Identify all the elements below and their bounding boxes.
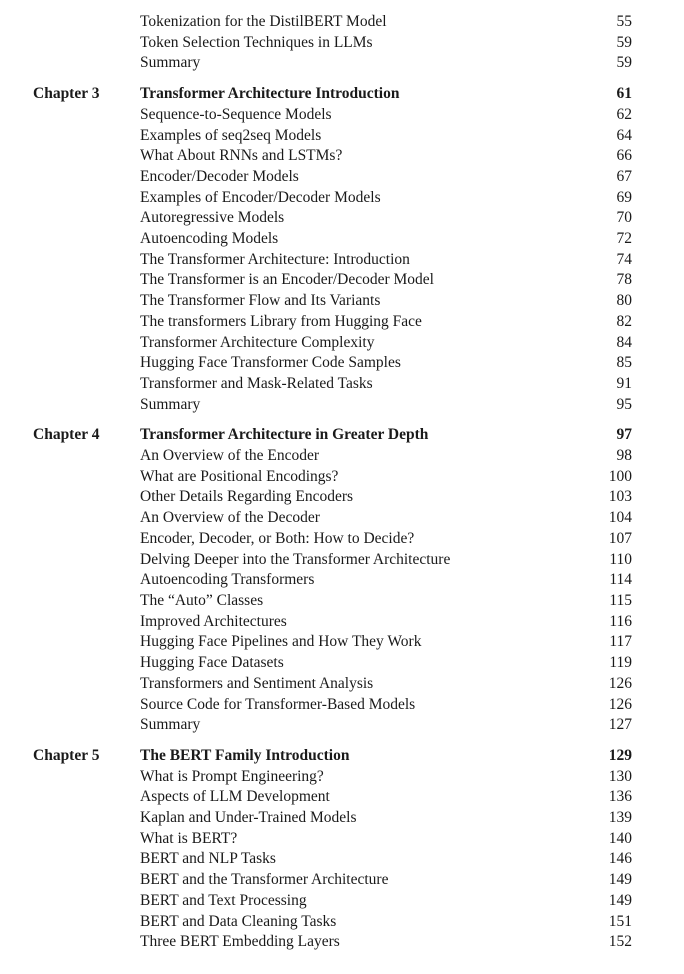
toc-section xyxy=(33,12,632,74)
chapter-label: Chapter 3 xyxy=(33,85,100,103)
entry-title: Token Selection Techniques in LLMs xyxy=(140,33,373,51)
page-number: 136 xyxy=(608,788,632,806)
toc-entry-row xyxy=(33,53,632,74)
page-number: 78 xyxy=(616,271,632,289)
entry-title: Three BERT Embedding Layers xyxy=(140,933,340,951)
page-number: 91 xyxy=(616,374,632,392)
toc-entry-row xyxy=(33,912,632,933)
page-number: 64 xyxy=(616,126,632,144)
toc-entry-row xyxy=(33,715,632,736)
page-number: 126 xyxy=(608,695,632,713)
entry-title: Autoregressive Models xyxy=(140,209,285,227)
toc-entry-row xyxy=(33,508,632,529)
toc-entry-row xyxy=(33,787,632,808)
page-number: 107 xyxy=(608,529,632,547)
page-number: 151 xyxy=(608,912,632,930)
page-number: 139 xyxy=(608,809,632,827)
page-number: 130 xyxy=(608,767,632,785)
entry-title: Transformers and Sentiment Analysis xyxy=(140,674,374,692)
toc-entry-row xyxy=(33,250,632,271)
entry-title: Delving Deeper into the Transformer Architecture xyxy=(140,550,451,568)
chapter-heading-row xyxy=(33,746,632,767)
page-number: 80 xyxy=(616,292,632,310)
entry-title: What About RNNs and LSTMs? xyxy=(140,147,343,165)
toc-entry-row xyxy=(33,767,632,788)
chapter-heading-row xyxy=(33,84,632,105)
page-number: 72 xyxy=(616,230,632,248)
toc-entry-row xyxy=(33,146,632,167)
entry-title: Tokenization for the DistilBERT Model xyxy=(140,13,387,30)
toc-entry-row xyxy=(33,870,632,891)
page-number: 67 xyxy=(616,167,632,185)
entry-title: Summary xyxy=(140,716,201,734)
entry-title: An Overview of the Decoder xyxy=(140,509,320,527)
entry-title: BERT and Data Cleaning Tasks xyxy=(140,912,337,930)
entry-title: The Transformer is an Encoder/Decoder Model xyxy=(140,271,434,289)
page-number: 114 xyxy=(609,571,632,589)
page-number: 146 xyxy=(608,850,632,868)
toc-entry-row xyxy=(33,126,632,147)
toc-entry-row xyxy=(33,333,632,354)
page-number: 61 xyxy=(616,85,632,103)
toc-entry-row xyxy=(33,467,632,488)
toc-entry-row xyxy=(33,550,632,571)
entry-title: Examples of seq2seq Models xyxy=(140,126,322,144)
toc-entry-row xyxy=(33,353,632,374)
page-number: 149 xyxy=(608,891,632,909)
toc-entry-row xyxy=(33,208,632,229)
entry-title: Transformer Architecture Complexity xyxy=(140,333,375,351)
page-number: 69 xyxy=(616,188,632,206)
entry-title: What is BERT? xyxy=(140,829,238,847)
chapter-label: Chapter 5 xyxy=(33,746,100,764)
toc-section xyxy=(33,746,632,953)
page-number: 129 xyxy=(608,746,632,764)
page-number: 126 xyxy=(608,674,632,692)
page-number: 84 xyxy=(616,333,632,351)
page-number: 110 xyxy=(609,550,632,568)
entry-title: BERT and NLP Tasks xyxy=(140,850,276,868)
toc-entry-row xyxy=(33,695,632,716)
toc-entry-row xyxy=(33,12,632,33)
entry-title: Summary xyxy=(140,395,201,413)
toc-entry-row xyxy=(33,395,632,416)
page-number: 115 xyxy=(609,591,632,609)
page-number: 95 xyxy=(616,395,632,413)
toc-entry-row xyxy=(33,167,632,188)
page-number: 97 xyxy=(616,426,632,444)
page-number: 127 xyxy=(608,716,632,734)
page-number: 117 xyxy=(609,633,632,651)
toc-section xyxy=(33,425,632,736)
table-of-contents xyxy=(33,12,632,953)
entry-title: Encoder/Decoder Models xyxy=(140,167,299,185)
toc-entry-row xyxy=(33,570,632,591)
toc-entry-row xyxy=(33,270,632,291)
entry-title: Hugging Face Pipelines and How They Work xyxy=(140,633,422,651)
toc-entry-row xyxy=(33,312,632,333)
entry-title: Source Code for Transformer-Based Models xyxy=(140,695,416,713)
page-number: 62 xyxy=(616,105,632,123)
page-number: 59 xyxy=(616,33,632,51)
entry-title: Sequence-to-Sequence Models xyxy=(140,105,332,123)
entry-title: The “Auto” Classes xyxy=(140,591,264,609)
page-number: 152 xyxy=(608,933,632,951)
toc-entry-row xyxy=(33,291,632,312)
toc-entry-row xyxy=(33,105,632,126)
page-number: 59 xyxy=(616,54,632,72)
entry-title: Aspects of LLM Development xyxy=(140,788,330,806)
entry-title: What are Positional Encodings? xyxy=(140,467,339,485)
entry-title: The transformers Library from Hugging Face xyxy=(140,312,422,330)
toc-section xyxy=(33,84,632,415)
toc-entry-row xyxy=(33,891,632,912)
toc-entry-row xyxy=(33,849,632,870)
entry-title: The Transformer Flow and Its Variants xyxy=(140,292,381,310)
toc-entry-row xyxy=(33,612,632,633)
entry-title: The Transformer Architecture: Introduction xyxy=(140,250,410,268)
chapter-heading-row xyxy=(33,425,632,446)
toc-entry-row xyxy=(33,808,632,829)
entry-title: An Overview of the Encoder xyxy=(140,447,320,465)
chapter-title: Transformer Architecture Introduction xyxy=(140,85,400,103)
entry-title: Kaplan and Under-Trained Models xyxy=(140,809,357,827)
toc-entry-row xyxy=(33,33,632,54)
toc-entry-row xyxy=(33,932,632,953)
page-number: 70 xyxy=(616,209,632,227)
toc-entry-row xyxy=(33,591,632,612)
toc-entry-row xyxy=(33,487,632,508)
page-number: 98 xyxy=(616,447,632,465)
page-number: 55 xyxy=(616,13,632,30)
entry-title: What is Prompt Engineering? xyxy=(140,767,324,785)
entry-title: Examples of Encoder/Decoder Models xyxy=(140,188,381,206)
entry-title: Other Details Regarding Encoders xyxy=(140,488,354,506)
page-number: 119 xyxy=(609,654,632,672)
toc-entry-row xyxy=(33,188,632,209)
page-number: 85 xyxy=(616,354,632,372)
entry-title: Hugging Face Datasets xyxy=(140,654,284,672)
entry-title: Autoencoding Models xyxy=(140,230,279,248)
entry-title: Autoencoding Transformers xyxy=(140,571,315,589)
entry-title: BERT and the Transformer Architecture xyxy=(140,871,389,889)
entry-title: BERT and Text Processing xyxy=(140,891,307,909)
chapter-label: Chapter 4 xyxy=(33,426,100,444)
entry-title: Transformer and Mask-Related Tasks xyxy=(140,374,373,392)
page-number: 74 xyxy=(616,250,632,268)
page-number: 100 xyxy=(608,467,632,485)
page-number: 104 xyxy=(608,509,632,527)
toc-entry-row xyxy=(33,653,632,674)
page-number: 82 xyxy=(616,312,632,330)
toc-entry-row xyxy=(33,374,632,395)
chapter-title: Transformer Architecture in Greater Depth xyxy=(140,426,429,444)
chapter-title: The BERT Family Introduction xyxy=(140,746,350,764)
toc-entry-row xyxy=(33,446,632,467)
page-number: 149 xyxy=(608,871,632,889)
entry-title: Hugging Face Transformer Code Samples xyxy=(140,354,401,372)
toc-entry-row xyxy=(33,674,632,695)
page-number: 103 xyxy=(608,488,632,506)
entry-title: Summary xyxy=(140,54,201,72)
page-number: 66 xyxy=(616,147,632,165)
entry-title: Encoder, Decoder, or Both: How to Decide? xyxy=(140,529,415,547)
toc-entry-row xyxy=(33,632,632,653)
toc-entry-row xyxy=(33,829,632,850)
page-number: 116 xyxy=(609,612,632,630)
toc-entry-row xyxy=(33,229,632,250)
entry-title: Improved Architectures xyxy=(140,612,287,630)
toc-entry-row xyxy=(33,529,632,550)
page-number: 140 xyxy=(608,829,632,847)
